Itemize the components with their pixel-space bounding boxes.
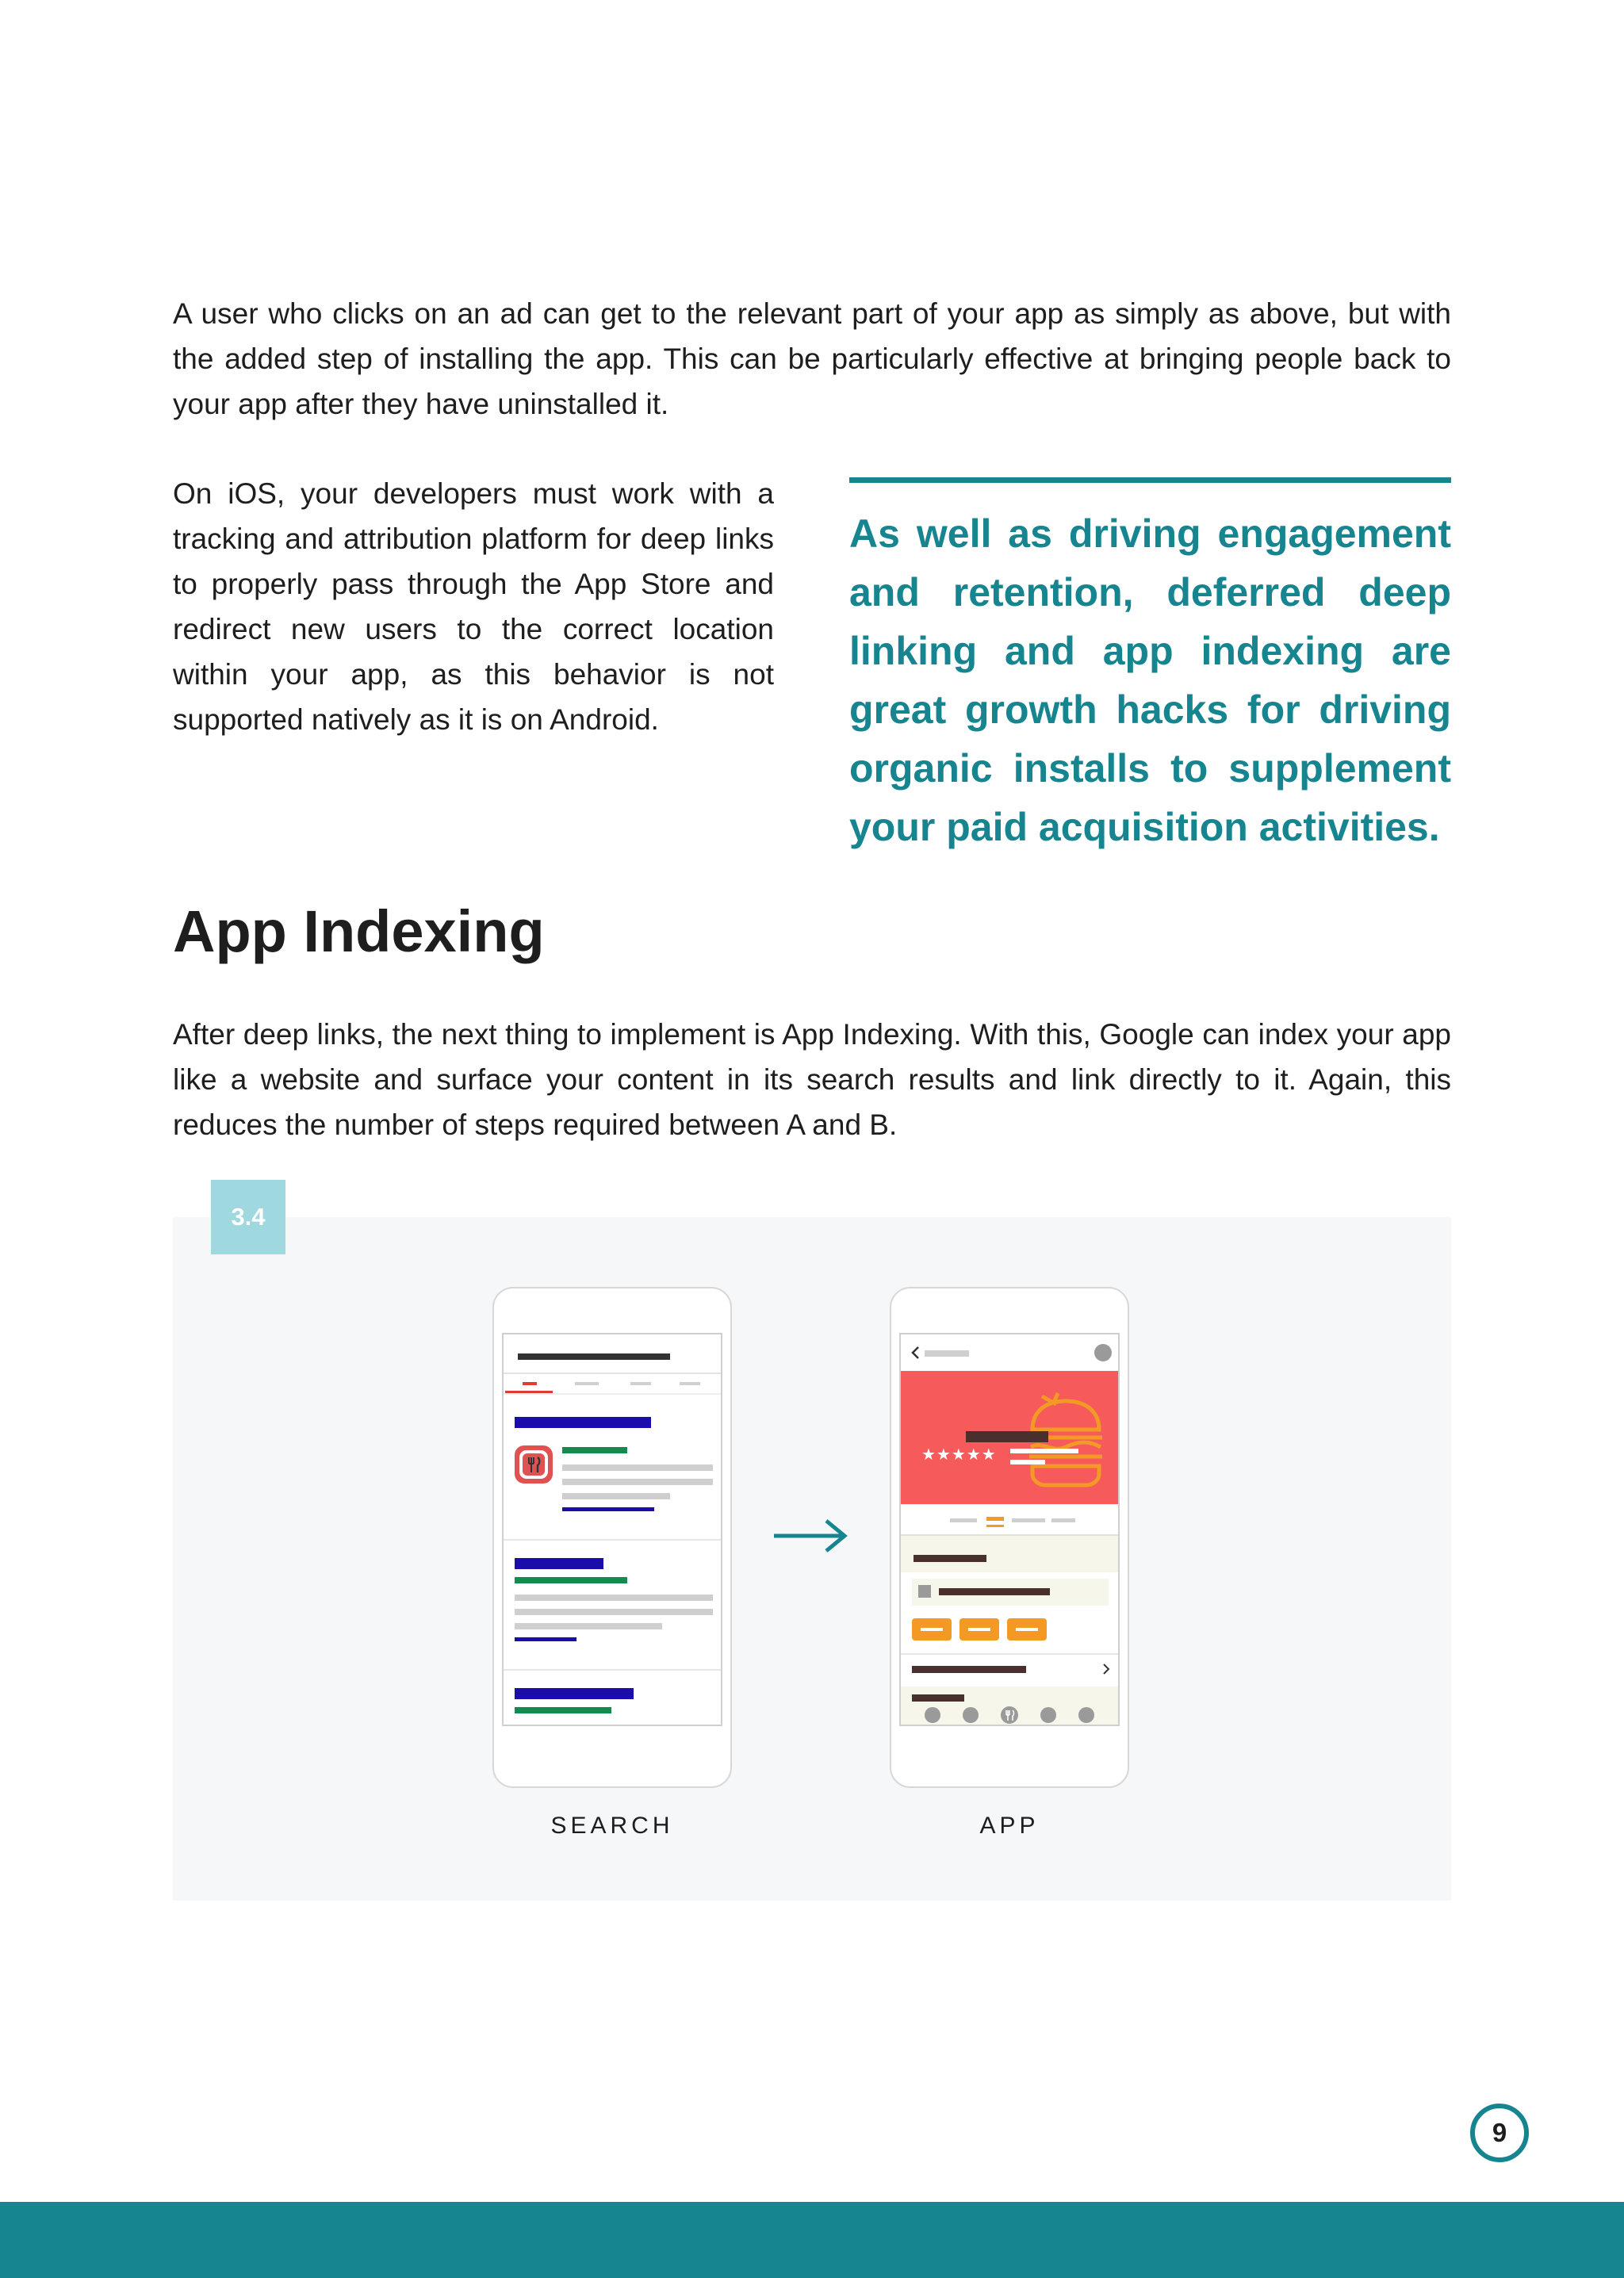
pull-quote-rule [849, 477, 1451, 483]
app-indexing-paragraph: After deep links, the next thing to implement is App Indexing. With this, Google can index your app like a website and surface your content in its search results and link directly to it. Again, this reduces the number of steps required between A and B. [173, 1018, 1451, 1141]
figure-badge: 3.4 [211, 1180, 285, 1254]
app-action-button [959, 1618, 999, 1641]
result-url-bar [562, 1447, 627, 1453]
app-action-button [912, 1618, 952, 1641]
app-info-card [912, 1579, 1109, 1606]
fork-knife-icon [523, 1453, 545, 1476]
app-list-row [901, 1653, 1118, 1686]
chevron-right-icon [1102, 1663, 1110, 1675]
section-title: App Indexing [173, 898, 545, 964]
search-bar [504, 1334, 721, 1374]
restaurant-app-icon [515, 1445, 553, 1484]
nav-dot-icon [925, 1707, 940, 1723]
result-title-bar [515, 1558, 603, 1569]
result-url-bar [515, 1707, 611, 1713]
app-action-button [1007, 1618, 1047, 1641]
search-results-screen [502, 1333, 722, 1726]
result-url-bar [515, 1577, 627, 1583]
nav-dot-icon [1078, 1707, 1094, 1723]
result-link-bar [515, 1637, 576, 1641]
app-phone-illustration [890, 1287, 1129, 1788]
nav-restaurant-icon [1001, 1706, 1018, 1724]
app-section-row [901, 1534, 1118, 1572]
result-title-bar [515, 1688, 634, 1699]
search-caption: SEARCH [550, 1813, 674, 1839]
active-tab-underline [505, 1391, 553, 1393]
rating-stars-icon: ★★★★★ [921, 1446, 997, 1464]
intro-paragraph: A user who clicks on an ad can get to the relevant part of your app as simply as above, but with the added step of installing the app. This can be particularly effective at bringing people back to your app after they have uninstalled it. [173, 297, 1451, 420]
pull-quote: As well as driving engagement and retention, deferred deep linking and app indexing are great growth hacks for driving organic installs to supplement your paid acquisition activities. [849, 511, 1451, 849]
result-divider [504, 1669, 721, 1671]
result-divider [504, 1539, 721, 1541]
figure-panel [173, 1217, 1451, 1901]
app-title-bar [966, 1431, 1048, 1442]
app-bottom-row [901, 1686, 1118, 1726]
nav-dot-icon [963, 1707, 979, 1723]
search-query-bar [518, 1353, 670, 1360]
profile-dot-icon [1094, 1344, 1112, 1361]
app-hero-banner [901, 1371, 1118, 1504]
app-top-bar [901, 1334, 1118, 1371]
result-link-bar [562, 1507, 654, 1511]
app-caption: APP [979, 1813, 1040, 1839]
nav-dot-icon [1040, 1707, 1056, 1723]
page-number: 9 [1470, 2104, 1529, 2162]
back-chevron-icon [910, 1346, 920, 1360]
result-title-bar [515, 1417, 651, 1428]
ios-paragraph: On iOS, your developers must work with a tracking and attribution platform for deep links to properly pass through the App Store and redirect new users to the correct location within your app, as this behavior is not supported natively as it is on Android. [173, 477, 774, 736]
app-screen [899, 1333, 1120, 1726]
right-arrow-icon [772, 1518, 850, 1554]
footer-band [0, 2202, 1624, 2278]
search-phone-illustration [492, 1287, 732, 1788]
search-tabs [504, 1374, 721, 1395]
